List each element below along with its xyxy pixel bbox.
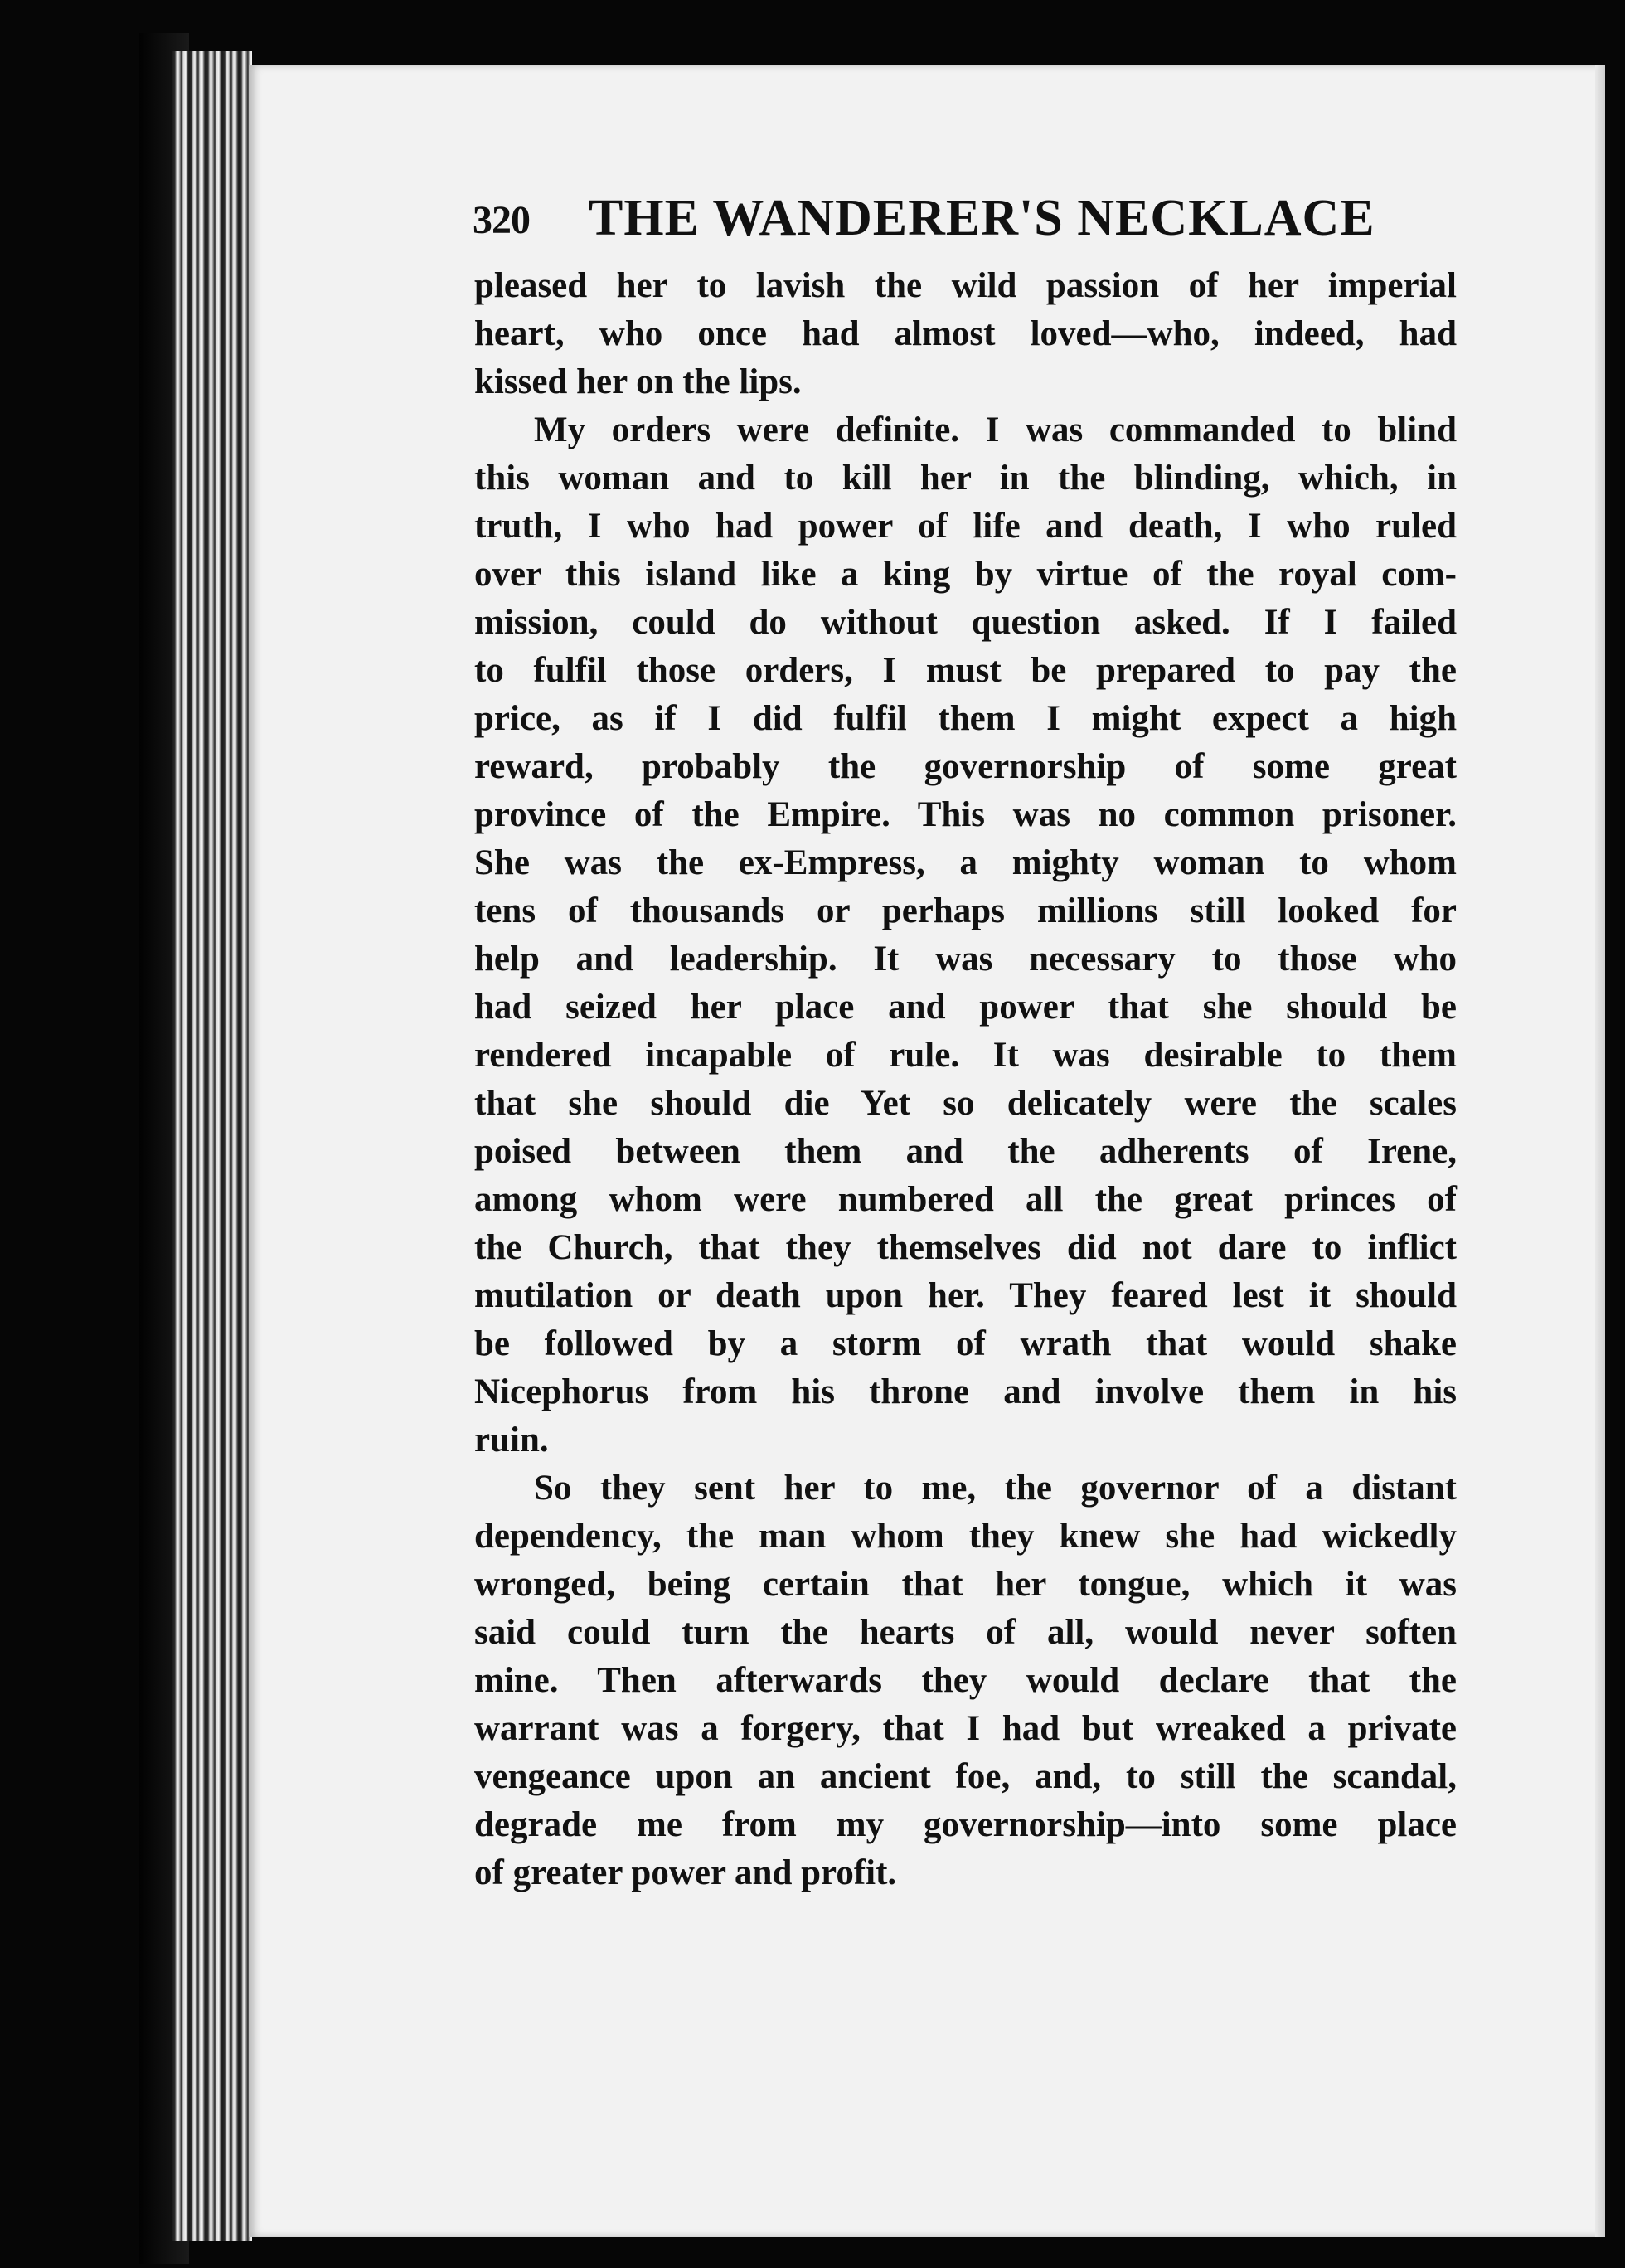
text-line: mutilation or death upon her. They feared lest it should	[474, 1276, 1457, 1315]
text-line: province of the Empire. This was no common prisoner.	[474, 795, 1457, 834]
text-line: tens of thousands or perhaps millions still looked for	[474, 891, 1457, 930]
running-head	[473, 189, 1467, 255]
text-line: heart, who once had almost loved—who, indeed, had	[474, 314, 1457, 353]
text-line: She was the ex-Empress, a mighty woman to whom	[474, 843, 1457, 882]
text-line: that she should die Yet so delicately were the scales	[474, 1084, 1457, 1123]
text-line: wronged, being certain that her tongue, which it was	[474, 1565, 1457, 1604]
text-line: Nicephorus from his throne and involve them in his	[474, 1372, 1457, 1411]
text-line: had seized her place and power that she should be	[474, 988, 1457, 1027]
text-line: vengeance upon an ancient foe, and, to still the scandal,	[474, 1757, 1457, 1796]
page-number: 320	[473, 198, 530, 242]
text-line: this woman and to kill her in the blinding, which, in	[474, 459, 1457, 498]
body-text	[474, 262, 1457, 1897]
text-line: of greater power and profit.	[474, 1853, 897, 1892]
text-line: to fulfil those orders, I must be prepared to pay the	[474, 651, 1457, 690]
page-right-edge	[1595, 65, 1605, 2237]
text-line: poised between them and the adherents of Irene,	[474, 1132, 1457, 1171]
text-line: the Church, that they themselves did not dare to inflict	[474, 1228, 1457, 1267]
text-line: over this island like a king by virtue of the royal com-	[474, 555, 1457, 594]
text-line: reward, probably the governorship of some great	[474, 747, 1457, 786]
stacked-page-edges	[172, 51, 252, 2241]
text-line: mission, could do without question asked. If I failed	[474, 603, 1457, 642]
text-line: price, as if I did fulfil them I might expect a high	[474, 699, 1457, 738]
book-page	[249, 65, 1605, 2237]
book-title: THE WANDERER'S NECKLACE	[589, 190, 1375, 246]
text-line: said could turn the hearts of all, would never soften	[474, 1613, 1457, 1652]
text-line: kissed her on the lips.	[474, 362, 802, 401]
text-line: help and leadership. It was necessary to those who	[474, 940, 1457, 979]
text-line: mine. Then afterwards they would declare that the	[474, 1661, 1457, 1700]
text-line: pleased her to lavish the wild passion of her imperial	[474, 266, 1457, 305]
text-line: ruin.	[474, 1421, 549, 1459]
text-line: dependency, the man whom they knew she had wickedly	[474, 1517, 1457, 1556]
text-line: rendered incapable of rule. It was desirable to them	[474, 1036, 1457, 1075]
text-line: be followed by a storm of wrath that would shake	[474, 1324, 1457, 1363]
text-line: My orders were definite. I was commanded to blind	[534, 410, 1457, 449]
text-line: warrant was a forgery, that I had but wreaked a private	[474, 1709, 1457, 1748]
text-line: truth, I who had power of life and death, I who ruled	[474, 507, 1457, 546]
text-line: degrade me from my governorship—into some place	[474, 1805, 1457, 1844]
text-line: So they sent her to me, the governor of a distant	[534, 1469, 1457, 1508]
text-line: among whom were numbered all the great princes of	[474, 1180, 1457, 1219]
